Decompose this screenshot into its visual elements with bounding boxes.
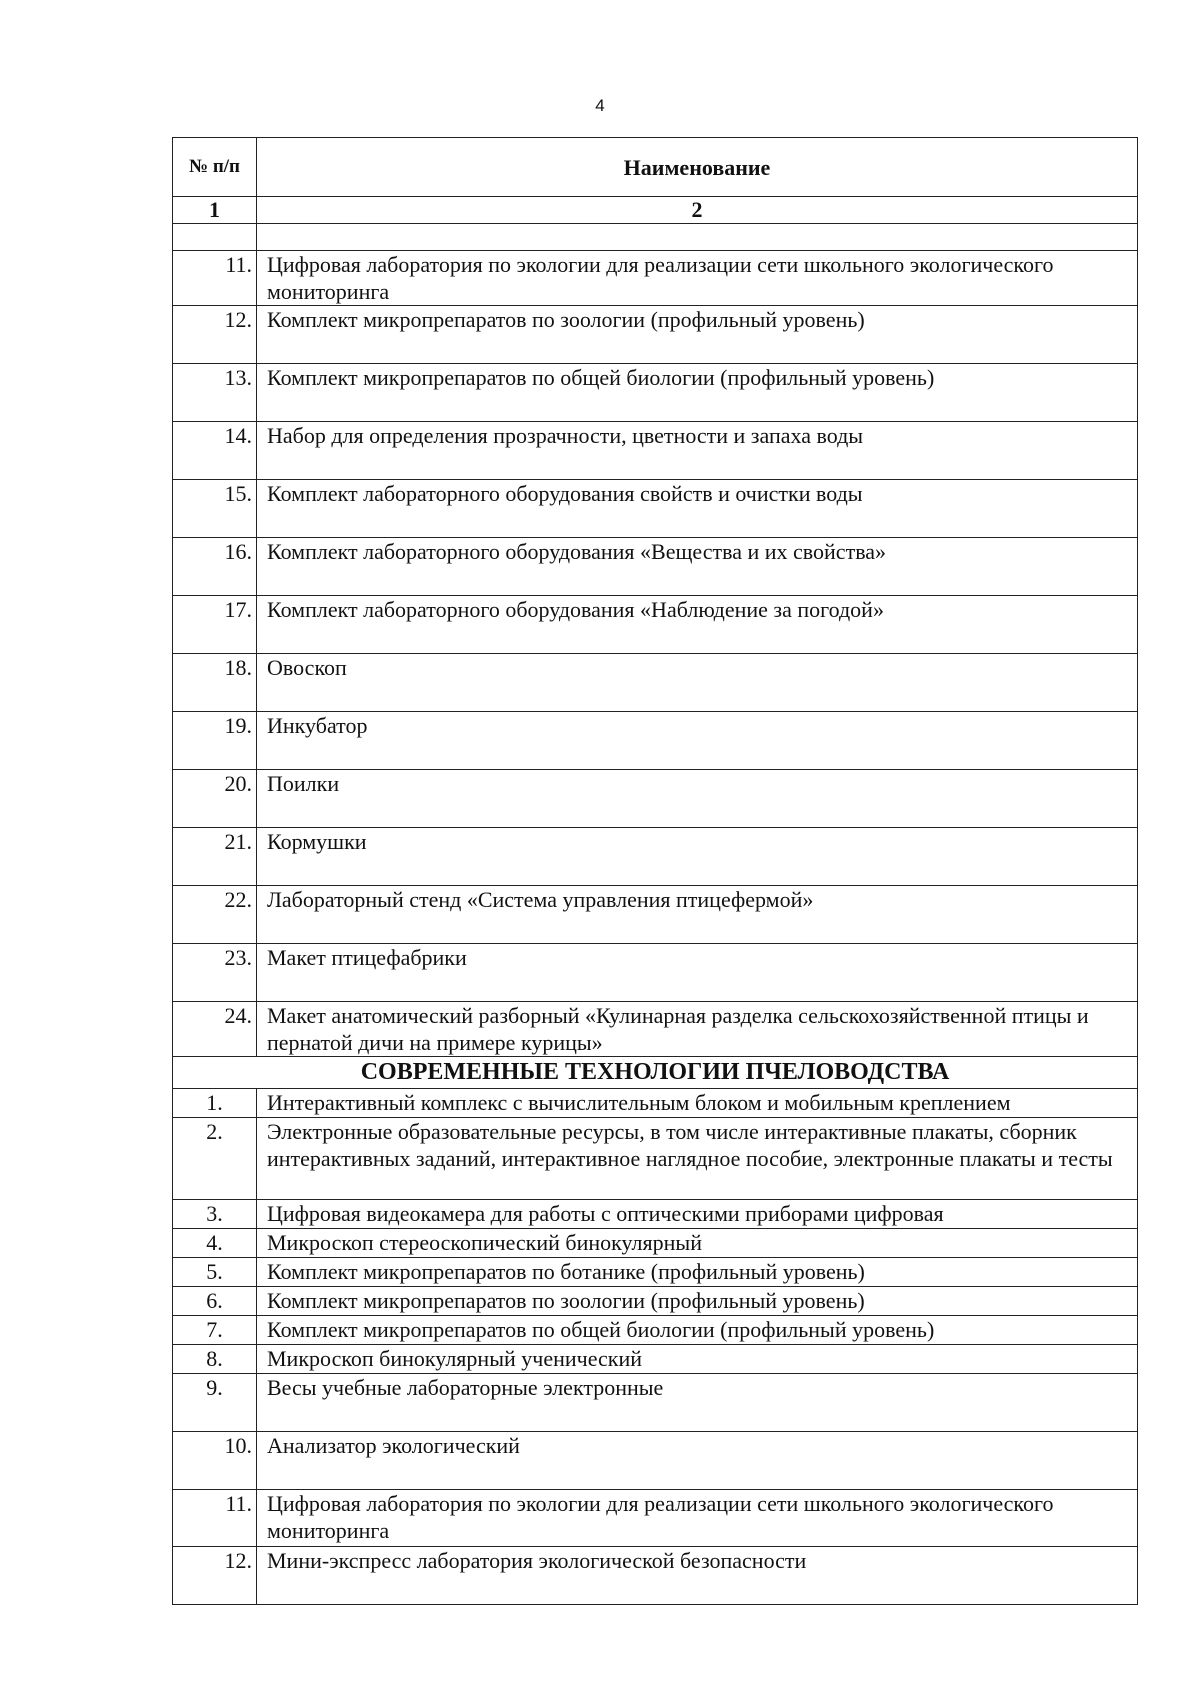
equipment-table: [172, 137, 1138, 1605]
row-number: 10.: [173, 1432, 257, 1490]
row-number: 11.: [173, 251, 257, 306]
row-number: 19.: [173, 712, 257, 770]
row-text: Кормушки: [257, 828, 1138, 886]
row-number: 18.: [173, 654, 257, 712]
row-text: Микроскоп бинокулярный ученический: [257, 1345, 1138, 1374]
table-row: [173, 1316, 1138, 1345]
row-text: Комплект лабораторного оборудования свойств и очистки воды: [257, 480, 1138, 538]
blank-row: [173, 224, 1138, 251]
row-text: Инкубатор: [257, 712, 1138, 770]
header-number-column: № п/п: [173, 138, 257, 197]
row-text: Весы учебные лабораторные электронные: [257, 1374, 1138, 1432]
row-text: Цифровая лаборатория по экологии для реализации сети школьного экологического мониторинга: [257, 251, 1138, 306]
row-number: 23.: [173, 944, 257, 1002]
row-number: 3.: [173, 1200, 257, 1229]
row-number: 15.: [173, 480, 257, 538]
row-text: Анализатор экологический: [257, 1432, 1138, 1490]
row-number: 2.: [173, 1118, 257, 1200]
row-text: Комплект микропрепаратов по общей биологии (профильный уровень): [257, 364, 1138, 422]
row-text: Комплект микропрепаратов по ботанике (профильный уровень): [257, 1258, 1138, 1287]
table-row: [173, 1089, 1138, 1118]
table-row: [173, 1287, 1138, 1316]
column-number: 2: [257, 197, 1138, 224]
row-number: 8.: [173, 1345, 257, 1374]
row-text: Электронные образовательные ресурсы, в том числе интерактивные плакаты, сборник интерактивных заданий, интерактивное наглядное пособие, электронные плакаты и тесты: [257, 1118, 1138, 1200]
table-row: [173, 654, 1138, 712]
table-row: [173, 251, 1138, 306]
row-text: Комплект микропрепаратов по зоологии (профильный уровень): [257, 1287, 1138, 1316]
row-number: 22.: [173, 886, 257, 944]
table-row: [173, 1229, 1138, 1258]
row-text: Комплект микропрепаратов по общей биологии (профильный уровень): [257, 1316, 1138, 1345]
row-number: 20.: [173, 770, 257, 828]
column-number-row: [173, 197, 1138, 224]
row-number: 21.: [173, 828, 257, 886]
row-number: 7.: [173, 1316, 257, 1345]
table-row: [173, 1258, 1138, 1287]
table-row: [173, 1432, 1138, 1490]
row-number: 13.: [173, 364, 257, 422]
column-number: 1: [173, 197, 257, 224]
section-heading-row: [173, 1057, 1138, 1089]
table-row: [173, 1345, 1138, 1374]
table-header: [173, 138, 1138, 197]
table-row: [173, 364, 1138, 422]
table-row: [173, 1547, 1138, 1605]
row-number: 17.: [173, 596, 257, 654]
header-name-column: Наименование: [257, 138, 1138, 197]
row-number: 5.: [173, 1258, 257, 1287]
row-text: Овоскоп: [257, 654, 1138, 712]
row-text: Комплект лабораторного оборудования «Наблюдение за погодой»: [257, 596, 1138, 654]
row-text: Мини-экспресс лаборатория экологической безопасности: [257, 1547, 1138, 1605]
row-number: 24.: [173, 1002, 257, 1057]
row-number: 14.: [173, 422, 257, 480]
row-text: Макет птицефабрики: [257, 944, 1138, 1002]
row-number: 9.: [173, 1374, 257, 1432]
table-row: [173, 1118, 1138, 1200]
table-row: [173, 1374, 1138, 1432]
table-row: [173, 538, 1138, 596]
row-number: 16.: [173, 538, 257, 596]
row-text: Интерактивный комплекс с вычислительным блоком и мобильным креплением: [257, 1089, 1138, 1118]
row-text: Цифровая лаборатория по экологии для реализации сети школьного экологического мониторинга: [257, 1490, 1138, 1547]
table-row: [173, 480, 1138, 538]
table-row: [173, 306, 1138, 364]
row-number: 12.: [173, 306, 257, 364]
row-number: 4.: [173, 1229, 257, 1258]
table-row: [173, 596, 1138, 654]
row-text: Микроскоп стереоскопический бинокулярный: [257, 1229, 1138, 1258]
table-row: [173, 1002, 1138, 1057]
row-number: 6.: [173, 1287, 257, 1316]
row-number: 1.: [173, 1089, 257, 1118]
table-row: [173, 828, 1138, 886]
row-number: 11.: [173, 1490, 257, 1547]
row-text: Набор для определения прозрачности, цветности и запаха воды: [257, 422, 1138, 480]
row-text: Макет анатомический разборный «Кулинарная разделка сельскохозяйственной птицы и пернатой дичи на примере курицы»: [257, 1002, 1138, 1057]
table-row: [173, 1490, 1138, 1547]
row-text: Комплект лабораторного оборудования «Вещества и их свойства»: [257, 538, 1138, 596]
row-text: Комплект микропрепаратов по зоологии (профильный уровень): [257, 306, 1138, 364]
row-number: 12.: [173, 1547, 257, 1605]
table-row: [173, 944, 1138, 1002]
row-text: Лабораторный стенд «Система управления птицефермой»: [257, 886, 1138, 944]
table-row: [173, 886, 1138, 944]
section-title: СОВРЕМЕННЫЕ ТЕХНОЛОГИИ ПЧЕЛОВОДСТВА: [173, 1057, 1138, 1089]
page-number: 4: [595, 96, 605, 115]
row-text: Цифровая видеокамера для работы с оптическими приборами цифровая: [257, 1200, 1138, 1229]
table-row: [173, 422, 1138, 480]
table-row: [173, 1200, 1138, 1229]
row-text: Поилки: [257, 770, 1138, 828]
table-row: [173, 770, 1138, 828]
table-row: [173, 712, 1138, 770]
